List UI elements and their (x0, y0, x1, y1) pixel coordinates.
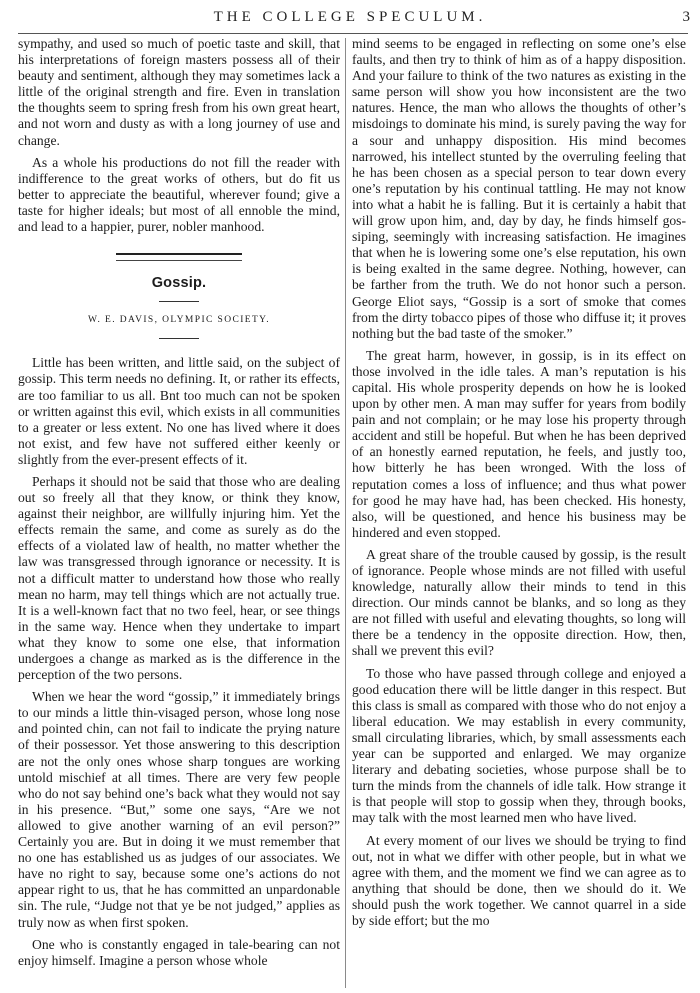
header-rule (18, 33, 688, 34)
page-header (0, 5, 700, 29)
right-column (352, 36, 686, 935)
article-title: Gossip. (151, 275, 207, 292)
paragraph: When we hear the word “gossip,” it immediately brings to our minds a little thin-visaged person, whose long nose and pointed chin, can not fail to indicate the prying nature of their possessor. Yet those answering to this description are not the only ones whose sharp tongues are working untold mischief at all times. There are very few people who do not say behind one’s back what they would not say in his presence. “But,” some one says, “Are we not allowed to give another warning of an evil person?” Certainly you are. But in doing it we must remember that no one has established us as judges of our associates. We have no right to say, because some one’s actions do not appear right to us, that he has committed an unpardonable sin. The rule, “Judge not that ye be not judged,” applies as truly now as when first spoken. (18, 689, 340, 930)
paragraph: mind seems to be engaged in reflecting on some one’s else faults, and then try to think of him as of a happy disposition. And your failure to think of the two natures as existing in the same person will show you how inconsistent are the two natures. Hence, the man who allows the thoughts of other’s misdoings to dominate his mind, is surely paving the way for a sour and unhappy disposition. His mind becomes narrowed, his intellect stunted by the overruling feeling that he has been chosen as a special person to tear down every one’s reputation by his continual tattling. He may not know into what a habit he is falling. But it is certainly a habit that will grow upon him, and, day by day, he finds himself gossiping, seemingly with increasing satisfaction. He imagines that when he is lowering some one’s else reputation, his own is being exalted in the same degree. Nothing, however, can be farther from the truth. We do not honor such a person. George Eliot says, “Gossip is a sort of smoke that comes from the dirty tobacco pipes of those who diffuse it; it proves nothing but the bad taste of the smoker.” (352, 36, 686, 341)
column-divider (345, 38, 346, 988)
running-title: THE COLLEGE SPECULUM. (213, 9, 487, 25)
paragraph: At every moment of our lives we should be trying to find out, not in what we differ with other people, but in what we agree with them, and the moment we find we can agree as to anything that should be done, then we should do it. We should push the work together. We cannot quarrel in a side by side effort; but the mo (352, 832, 686, 928)
paragraph: Little has been written, and little said, on the subject of gossip. This term needs no defining. It, or rather its effects, are too familiar to us all. Bnt too much can not be spoken or written against this evil, which exists in all communities to a greater or less extent. No one has lived where it does not exist, and few have not suffered either keenly or slightly from the ever-present effects of it. (18, 355, 340, 467)
paragraph: The great harm, however, in gossip, is in its effect on those involved in the idle tales. A man’s reputation is his capital. His whole prosperity depends on how he is looked upon by other men. A man may suffer for years from bodily pain and not complain; or he may lose his property through accident and still be hopeful. But when he has been deprived of an honestly earned reputation, he feels, and justly too, how bitterly he has been wronged. With the loss of reputation comes a loss of influence; and thus what power for good he may have had, has been checked. His honesty, also, will be questioned, and hence his business may be hindered and even stopped. (352, 347, 686, 540)
title-rule (159, 301, 199, 302)
paragraph: Perhaps it should not be said that those who are dealing out so freely all that they know, or think they know, against their neighbor, are willfully injuring him. Yet the effects remain the same, and come as surely as do the effects of a violated law of health, no matter whether the law was transgressed through ignorance or necessity. It is not a difficult matter to understand how those who really mean no harm, may tell things which are not actually true. It is a well-known fact that no two feel, hear, or see things in the same way. Hence when they undertake to impart what they know to some one else, that information undergoes a change as marked as is the difference in the perception of the two persons. (18, 473, 340, 683)
section-separator (116, 253, 242, 261)
page-number: 3 (682, 9, 690, 25)
paragraph: One who is constantly engaged in tale-bearing can not enjoy himself. Imagine a person whose whole (18, 936, 340, 968)
paragraph: To those who have passed through college and enjoyed a good education there will be little danger in this respect. But this class is small as compared with those who do not enjoy a liberal education. We may establish in every community, small circulating libraries, which, by small assessments each year can be supported and enlarged. We may organize literary and debating societies, whose purpose shall be to turn the minds from the channels of idle talk. How strange it is that people will stop to gossip when they, through books, may talk with the most learned men who have lived. (352, 665, 686, 826)
article-byline: W. E. DAVIS, OLYMPIC SOCIETY. (88, 315, 270, 326)
paragraph: A great share of the trouble caused by gossip, is the result of ignorance. People whose minds are not filled with useful knowledge, naturally allow their minds to tend in this direction. Our minds cannot be blanks, and so long as they are not filled with useful and elevating thoughts, so long will there be a tendency in the opposite direction. How, then, shall we prevent this evil? (352, 546, 686, 659)
paragraph: As a whole his productions do not fill the reader with indifference to the great works of others, but do fit us better to appreciate the beautiful, wherever found; give a taste for higher ideals; but most of all ennoble the mind, and lead to a happier, purer, nobler manhood. (18, 154, 340, 235)
byline-rule (159, 338, 199, 339)
left-column (18, 36, 340, 975)
paragraph: sympathy, and used so much of poetic taste and skill, that his interpretations of foreign masters possess all of their beauty and sentiment, although they may sometimes lack a little of the original strength and fire. Even in translation the thoughts seem to spring fresh from his own great heart, and not worn and dusty as with a long journey of use and change. (18, 36, 340, 148)
